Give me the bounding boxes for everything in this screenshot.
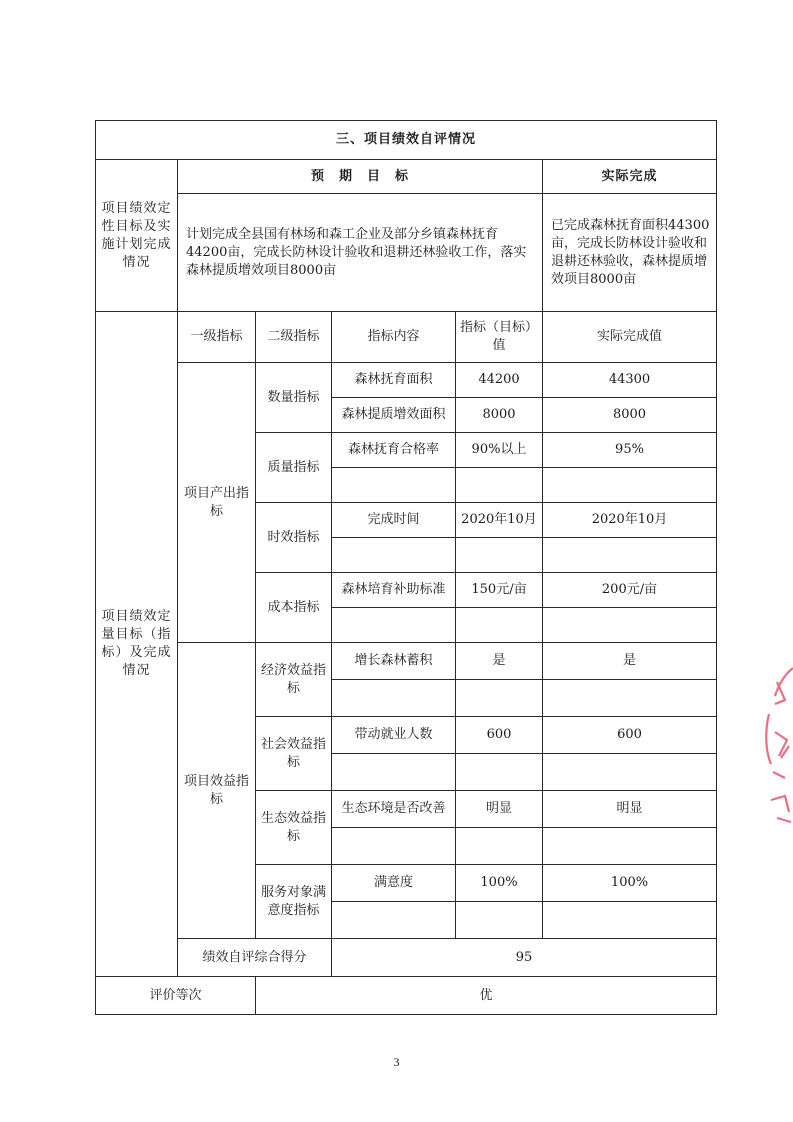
table-cell-actual: 是 bbox=[543, 643, 717, 680]
performance-evaluation-sheet bbox=[95, 120, 716, 1015]
table-cell-empty bbox=[332, 902, 456, 939]
satisfaction-indicator-label: 服务对象满意度指标 bbox=[256, 865, 332, 939]
evaluation-grade-value: 优 bbox=[256, 977, 717, 1015]
table-cell-empty bbox=[332, 608, 456, 643]
table-cell-actual: 44300 bbox=[543, 363, 717, 398]
table-cell-actual: 600 bbox=[543, 717, 717, 754]
overall-score-value: 95 bbox=[332, 939, 717, 977]
table-cell-empty bbox=[543, 902, 717, 939]
table-cell-empty bbox=[456, 608, 543, 643]
official-seal-fragment bbox=[755, 660, 793, 835]
quantity-indicator-label: 数量指标 bbox=[256, 363, 332, 433]
table-cell-empty bbox=[543, 680, 717, 717]
table-cell-target: 明显 bbox=[456, 791, 543, 828]
table-cell-content: 森林培育补助标准 bbox=[332, 573, 456, 608]
table-cell-empty bbox=[543, 828, 717, 865]
table-cell-empty bbox=[456, 680, 543, 717]
qualitative-goal-label: 项目绩效定性目标及实施计划完成情况 bbox=[96, 160, 178, 312]
table-cell-empty bbox=[332, 754, 456, 791]
output-indicator-label: 项目产出指标 bbox=[178, 363, 256, 643]
col-header-level1: 一级指标 bbox=[178, 312, 256, 363]
social-indicator-label: 社会效益指标 bbox=[256, 717, 332, 791]
table-cell-actual: 明显 bbox=[543, 791, 717, 828]
benefit-indicator-label: 项目效益指标 bbox=[178, 643, 256, 939]
table-cell-target: 8000 bbox=[456, 398, 543, 433]
quantitative-goal-label: 项目绩效定量目标（指标）及完成情况 bbox=[96, 312, 178, 977]
table-cell-empty bbox=[456, 828, 543, 865]
quality-indicator-label: 质量指标 bbox=[256, 433, 332, 503]
col-header-target: 指标（目标）值 bbox=[456, 312, 543, 363]
table-cell-empty bbox=[543, 468, 717, 503]
table-cell-target: 100% bbox=[456, 865, 543, 902]
table-cell-target: 150元/亩 bbox=[456, 573, 543, 608]
table-cell-empty bbox=[332, 468, 456, 503]
table-cell-target: 44200 bbox=[456, 363, 543, 398]
table-cell-content: 森林提质增效面积 bbox=[332, 398, 456, 433]
table-cell-actual: 8000 bbox=[543, 398, 717, 433]
table-cell-content: 生态环境是否改善 bbox=[332, 791, 456, 828]
timeliness-indicator-label: 时效指标 bbox=[256, 503, 332, 573]
col-header-level2: 二级指标 bbox=[256, 312, 332, 363]
table-cell-actual: 200元/亩 bbox=[543, 573, 717, 608]
table-cell-content: 森林抚育合格率 bbox=[332, 433, 456, 468]
ecological-indicator-label: 生态效益指标 bbox=[256, 791, 332, 865]
col-header-content: 指标内容 bbox=[332, 312, 456, 363]
table-cell-content: 带动就业人数 bbox=[332, 717, 456, 754]
overall-score-label: 绩效自评综合得分 bbox=[178, 939, 332, 977]
table-cell-content: 完成时间 bbox=[332, 503, 456, 538]
table-cell-target: 2020年10月 bbox=[456, 503, 543, 538]
col-header-actual: 实际完成值 bbox=[543, 312, 717, 363]
table-cell-content: 满意度 bbox=[332, 865, 456, 902]
expected-goal-text: 计划完成全县国有林场和森工企业及部分乡镇森林抚育44200亩，完成长防林设计验收和退耕还林验收工作，落实森林提质增效项目8000亩 bbox=[178, 194, 543, 312]
table-cell-actual: 95% bbox=[543, 433, 717, 468]
economic-indicator-label: 经济效益指标 bbox=[256, 643, 332, 717]
table-cell-empty bbox=[543, 608, 717, 643]
table-cell-empty bbox=[456, 754, 543, 791]
section-title: 三、项目绩效自评情况 bbox=[96, 121, 717, 160]
table-cell-empty bbox=[456, 468, 543, 503]
table-cell-empty bbox=[456, 902, 543, 939]
table-cell-empty bbox=[543, 754, 717, 791]
table-cell-actual: 2020年10月 bbox=[543, 503, 717, 538]
table-cell-empty bbox=[332, 828, 456, 865]
table-cell-empty bbox=[543, 538, 717, 573]
table-cell-empty bbox=[332, 680, 456, 717]
table-cell-actual: 100% bbox=[543, 865, 717, 902]
table-cell-target: 90%以上 bbox=[456, 433, 543, 468]
actual-completion-header: 实际完成 bbox=[543, 160, 717, 194]
page-number: 3 bbox=[393, 1055, 400, 1069]
table-cell-content: 森林抚育面积 bbox=[332, 363, 456, 398]
table-cell-empty bbox=[456, 538, 543, 573]
expected-goal-header: 预 期 目 标 bbox=[178, 160, 543, 194]
table-cell-empty bbox=[332, 538, 456, 573]
table-cell-content: 增长森林蓄积 bbox=[332, 643, 456, 680]
cost-indicator-label: 成本指标 bbox=[256, 573, 332, 643]
table-cell-target: 600 bbox=[456, 717, 543, 754]
evaluation-grade-label: 评价等次 bbox=[96, 977, 256, 1015]
table-cell-target: 是 bbox=[456, 643, 543, 680]
actual-completion-text: 已完成森林抚育面积44300亩，完成长防林设计验收和退耕还林验收，森林提质增效项目8000亩 bbox=[543, 194, 717, 312]
evaluation-table bbox=[95, 120, 717, 1015]
